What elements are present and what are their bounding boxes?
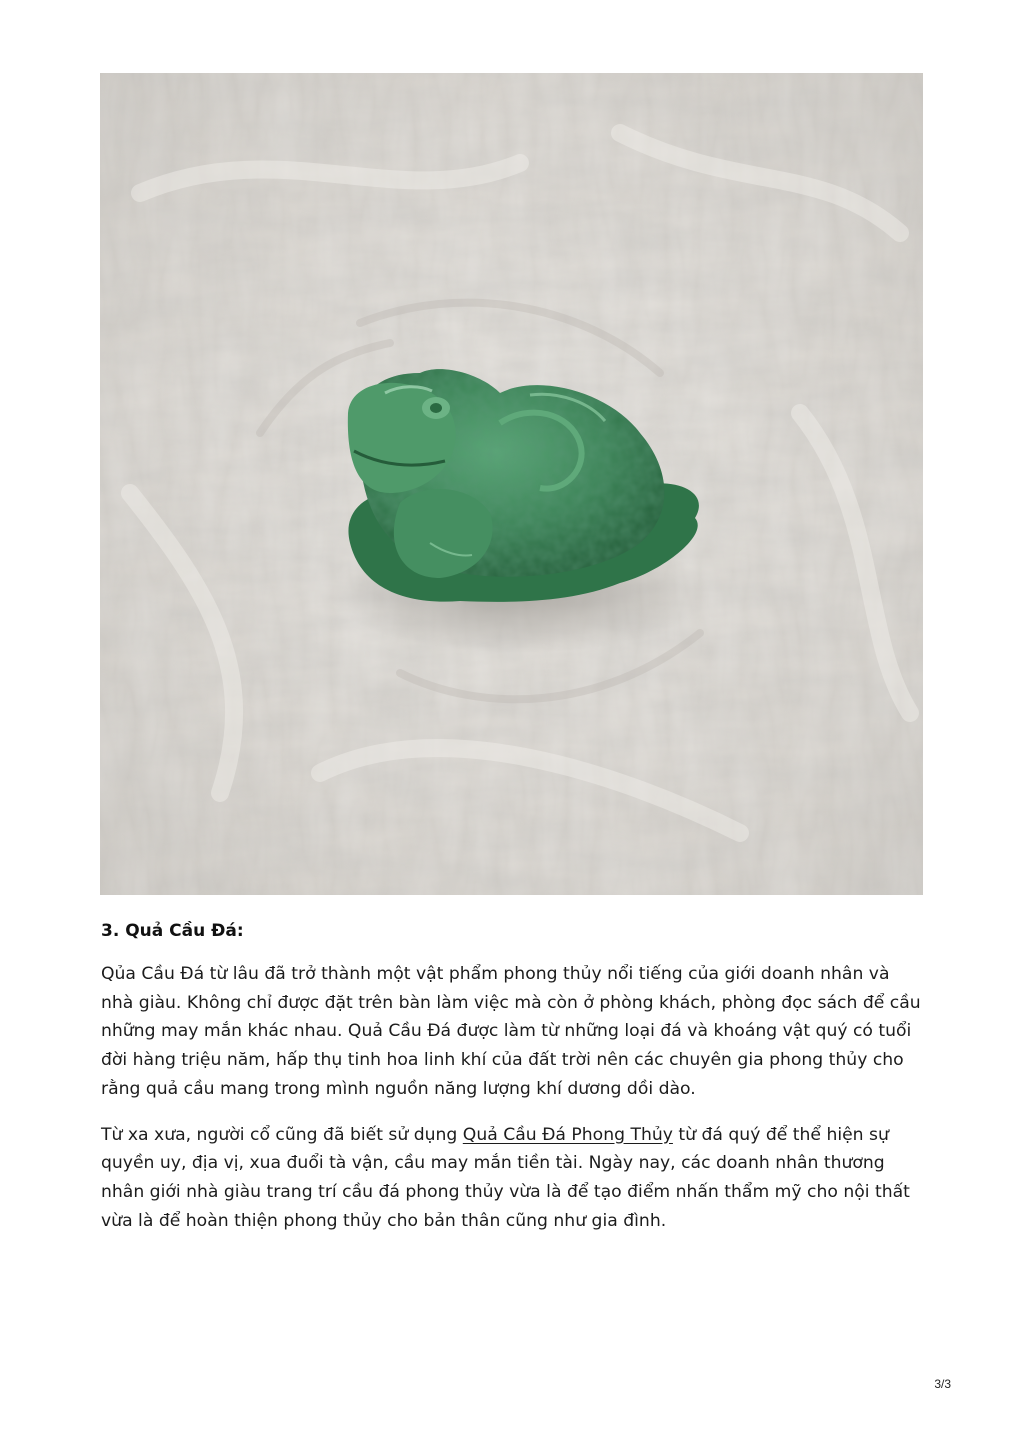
section-heading: 3. Quả Cầu Đá: xyxy=(101,921,244,941)
paragraph-intro: Qủa Cầu Đá từ lâu đã trở thành một vật phẩm phong thủy nổi tiếng của giới doanh nhân và nhà giàu. Không chỉ được đặt trên bàn làm việc mà còn ở phòng khách, phòng đọc sách để cầu những may mắn khác nhau. Quả Cầu Đá được làm từ những loại đá và khoáng vật quý có tuổi đời hàng triệu năm, hấp thụ tinh hoa linh khí của đất trời nên các chuyên gia phong thủy cho rằng quả cầu mang trong mình nguồn năng lượng khí dương dồi dào. xyxy=(101,964,921,1099)
product-photo xyxy=(100,73,923,895)
article-content xyxy=(101,918,923,1252)
jade-toad-image xyxy=(100,73,923,895)
paragraph-history xyxy=(101,1121,923,1236)
paragraph-history-start: Từ xa xưa, người cổ cũng đã biết sử dụng xyxy=(101,1124,463,1145)
paragraph-history-end: từ đá quý để thể hiện sự quyền uy, địa vị, xua đuổi tà vận, cầu may mắn tiền tài. Ngày nay, các doanh nhân thương nhân giới nhà giàu trang trí cầu đá phong thủy vừa là để tạo điểm nhấn thẩm mỹ cho nội thất vừa là để hoàn thiện phong thủy cho bản thân cũng như gia đình. xyxy=(101,1124,910,1231)
page-number: 3/3 xyxy=(934,1377,951,1391)
qua-cau-da-phong-thuy-link[interactable]: Quả Cầu Đá Phong Thủy xyxy=(462,1124,673,1145)
